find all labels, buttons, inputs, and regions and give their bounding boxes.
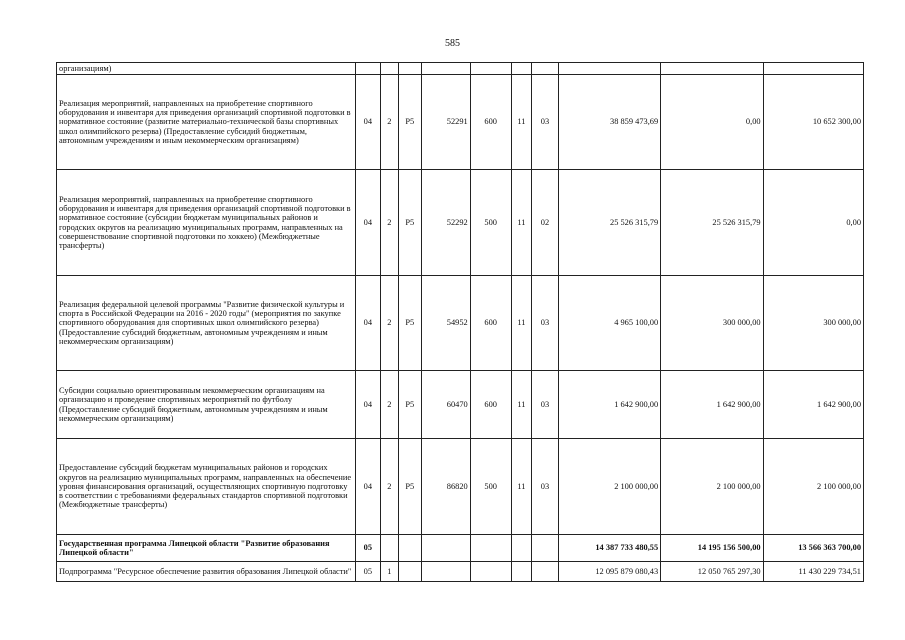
amount-year-1: 1 642 900,00 — [558, 371, 660, 439]
code-subsection — [532, 562, 559, 582]
code-section: 11 — [511, 371, 531, 439]
table-row — [57, 439, 864, 535]
code-section — [511, 535, 531, 562]
table-body — [57, 63, 864, 582]
item-name: Предоставление субсидий бюджетам муниципальных районов и городских округов на реализацию муниципальных программ, направленных на обеспечение уровня финансирования организаций, осуществляющих спортивную подготовку в соответствии с требованиями федеральных стандартов спортивной подготовки (Межбюджетные трансферты) — [57, 439, 356, 535]
code-subprogram: 2 — [380, 170, 398, 276]
code-program: 05 — [356, 535, 381, 562]
table-row — [57, 562, 864, 582]
amount-year-1: 2 100 000,00 — [558, 439, 660, 535]
code-expense-type — [470, 63, 511, 75]
item-name: Реализация федеральной целевой программы "Развитие физической культуры и спорта в Российской Федерации на 2016 - 2020 годы" (мероприятия по закупке спортивного оборудования для спортивных школ олимпийского резерва) (Предоставление субсидий бюджетным, автономным учреждениям и иным некоммерческим организациям) — [57, 276, 356, 371]
code-direction: 52292 — [421, 170, 470, 276]
code-main-event — [399, 535, 422, 562]
amount-year-2: 14 195 156 500,00 — [661, 535, 763, 562]
table-row — [57, 535, 864, 562]
code-program: 05 — [356, 562, 381, 582]
table-row — [57, 371, 864, 439]
code-program: 04 — [356, 276, 381, 371]
table-row — [57, 75, 864, 170]
code-subprogram: 2 — [380, 276, 398, 371]
code-expense-type: 600 — [470, 371, 511, 439]
code-program: 04 — [356, 170, 381, 276]
code-expense-type: 500 — [470, 439, 511, 535]
code-direction — [421, 63, 470, 75]
amount-year-1: 14 387 733 480,55 — [558, 535, 660, 562]
amount-year-3: 2 100 000,00 — [763, 439, 863, 535]
code-expense-type: 600 — [470, 276, 511, 371]
code-direction — [421, 535, 470, 562]
code-subsection: 03 — [532, 276, 559, 371]
code-subsection: 02 — [532, 170, 559, 276]
code-program: 04 — [356, 439, 381, 535]
code-subsection — [532, 535, 559, 562]
code-direction: 60470 — [421, 371, 470, 439]
code-direction: 54952 — [421, 276, 470, 371]
amount-year-1: 4 965 100,00 — [558, 276, 660, 371]
code-expense-type: 500 — [470, 170, 511, 276]
amount-year-2: 12 050 765 297,30 — [661, 562, 763, 582]
amount-year-2: 0,00 — [661, 75, 763, 170]
amount-year-2 — [661, 63, 763, 75]
amount-year-3: 0,00 — [763, 170, 863, 276]
code-subsection: 03 — [532, 371, 559, 439]
amount-year-2: 1 642 900,00 — [661, 371, 763, 439]
item-name: Подпрограмма "Ресурсное обеспечение развития образования Липецкой области" — [57, 562, 356, 582]
code-subprogram: 2 — [380, 75, 398, 170]
code-subprogram — [380, 63, 398, 75]
code-expense-type — [470, 562, 511, 582]
amount-year-1 — [558, 63, 660, 75]
amount-year-2: 25 526 315,79 — [661, 170, 763, 276]
code-section — [511, 562, 531, 582]
item-name: Реализация мероприятий, направленных на приобретение спортивного оборудования и инвентаря для приведения организаций спортивной подготовки в нормативное состояние (развитие материально-технической базы спортивных школ олимпийского резерва) (Предоставление субсидий бюджетным, автономным учреждениям и иным некоммерческим организациям) — [57, 75, 356, 170]
table-row — [57, 63, 864, 75]
item-name: организациям) — [57, 63, 356, 75]
amount-year-1: 38 859 473,69 — [558, 75, 660, 170]
code-main-event — [399, 63, 422, 75]
code-section — [511, 63, 531, 75]
amount-year-3: 300 000,00 — [763, 276, 863, 371]
amount-year-3: 13 566 363 700,00 — [763, 535, 863, 562]
page-number: 585 — [445, 38, 460, 49]
item-name: Субсидии социально ориентированным некоммерческим организациям на организацию и проведение спортивных мероприятий по футболу (Предоставление субсидий бюджетным, автономным учреждениям и иным некоммерческим организациям) — [57, 371, 356, 439]
amount-year-2: 2 100 000,00 — [661, 439, 763, 535]
code-subsection: 03 — [532, 75, 559, 170]
amount-year-1: 25 526 315,79 — [558, 170, 660, 276]
code-subsection — [532, 63, 559, 75]
code-subprogram — [380, 535, 398, 562]
code-expense-type: 600 — [470, 75, 511, 170]
code-direction — [421, 562, 470, 582]
code-direction: 52291 — [421, 75, 470, 170]
code-main-event — [399, 562, 422, 582]
code-section: 11 — [511, 439, 531, 535]
table-row — [57, 170, 864, 276]
table-row — [57, 276, 864, 371]
code-subprogram: 1 — [380, 562, 398, 582]
code-program: 04 — [356, 75, 381, 170]
amount-year-3 — [763, 63, 863, 75]
amount-year-3: 11 430 229 734,51 — [763, 562, 863, 582]
code-expense-type — [470, 535, 511, 562]
code-main-event: P5 — [399, 75, 422, 170]
amount-year-3: 10 652 300,00 — [763, 75, 863, 170]
code-direction: 86820 — [421, 439, 470, 535]
item-name: Реализация мероприятий, направленных на приобретение спортивного оборудования и инвентаря для приведения организаций спортивной подготовки в нормативное состояние (субсидии бюджетам муниципальных районов и городских округов на реализацию муниципальных программ, направленных на совершенствование спортивной подготовки по хоккею) (Межбюджетные трансферты) — [57, 170, 356, 276]
code-section: 11 — [511, 75, 531, 170]
code-main-event: P5 — [399, 371, 422, 439]
amount-year-2: 300 000,00 — [661, 276, 763, 371]
code-section: 11 — [511, 276, 531, 371]
code-main-event: P5 — [399, 439, 422, 535]
amount-year-1: 12 095 879 080,43 — [558, 562, 660, 582]
code-subprogram: 2 — [380, 371, 398, 439]
code-program — [356, 63, 381, 75]
budget-table — [56, 62, 864, 582]
code-main-event: P5 — [399, 276, 422, 371]
item-name: Государственная программа Липецкой области "Развитие образования Липецкой области" — [57, 535, 356, 562]
code-main-event: P5 — [399, 170, 422, 276]
code-section: 11 — [511, 170, 531, 276]
code-subprogram: 2 — [380, 439, 398, 535]
code-subsection: 03 — [532, 439, 559, 535]
amount-year-3: 1 642 900,00 — [763, 371, 863, 439]
code-program: 04 — [356, 371, 381, 439]
